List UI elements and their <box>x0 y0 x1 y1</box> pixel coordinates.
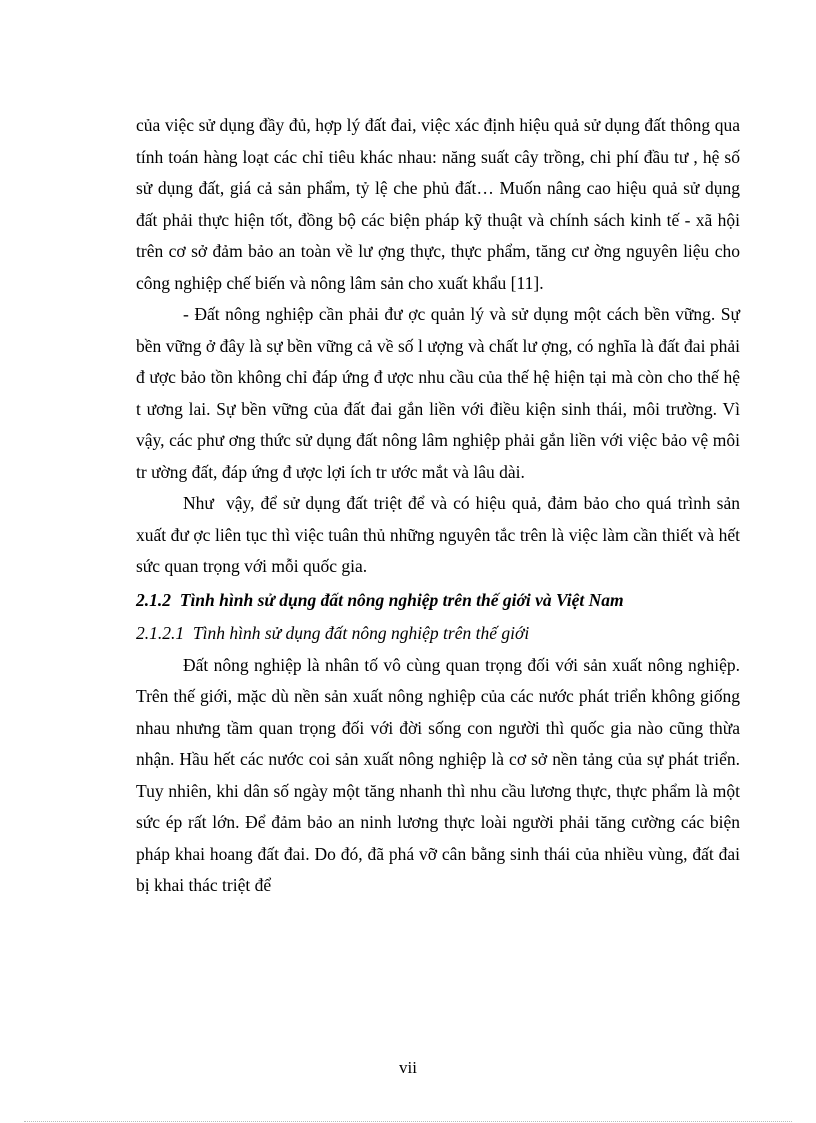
document-body <box>136 110 745 902</box>
page-bottom-divider <box>24 1121 792 1122</box>
page-number: vii <box>399 1058 417 1077</box>
paragraph-world-agriculture: Đất nông nghiệp là nhân tố vô cùng quan trọng đối với sản xuất nông nghiệp. Trên thế giới, mặc dù nền sản xuất nông nghiệp của các nước phát triển không giống nhau nhưng tầm quan trọng đối với đời sống con người thì quốc gia nào cũng thừa nhận. Hầu hết các nước coi sản xuất nông nghiệp là cơ sở nền tảng của sự phát triển. Tuy nhiên, khi dân số ngày một tăng nhanh thì nhu cầu lương thực, thực phẩm là một sức ép rất lớn. Để đảm bảo an ninh lương thực loài người phải tăng cường các biện pháp khai hoang đất đai. Do đó, đã phá vỡ cân bằng sinh thái của nhiều vùng, đất đai bị khai thác triệt để <box>136 654 745 895</box>
section-heading-2-1-2-1: 2.1.2.1 Tình hình sử dụng đất nông nghiệp trên thế giới <box>136 623 530 643</box>
paragraph-sustainability: - Đất nông nghiệp cần phải đư ợc quản lý và sử dụng một cách bền vững. Sự bền vững ở đây là sự bền vững cả về số l ượng và chất lư ợng, có nghĩa là đất đai phải đ ược bảo tồn không chỉ đáp ứng đ ược nhu cầu của thế hệ hiện tại mà còn cho thế hệ t ương lai. Sự bền vững của đất đai gắn liền với điều kiện sinh thái, môi trường. Vì vậy, các phư ơng thức sử dụng đất nông lâm nghiệp phải gắn liền với việc bảo vệ môi tr ường đất, đáp ứng đ ược lợi ích tr ước mắt và lâu dài. <box>136 304 745 482</box>
paragraph-continued: của việc sử dụng đầy đủ, hợp lý đất đai, việc xác định hiệu quả sử dụng đất thông qua tính toán hàng loạt các chỉ tiêu khác nhau: năng suất cây trồng, chi phí đầu tư , hệ số sử dụng đất, giá cả sản phẩm, tỷ lệ che phủ đất… Muốn nâng cao hiệu quả sử dụng đất phải thực hiện tốt, đồng bộ các biện pháp kỹ thuật và chính sách kinh tế - xã hội trên cơ sở đảm bảo an toàn về lư ợng thực, thực phẩm, tăng cư ờng nguyên liệu cho công nghiệp chế biến và nông lâm sản cho xuất khẩu [11]. <box>136 115 745 293</box>
paragraph-conclusion: Như vậy, để sử dụng đất triệt để và có hiệu quả, đảm bảo cho quá trình sản xuất đư ợc liên tục thì việc tuân thủ những nguyên tắc trên là việc làm cần thiết và hết sức quan trọng với mỗi quốc gia. <box>136 493 745 576</box>
section-heading-2-1-2: 2.1.2 Tình hình sử dụng đất nông nghiệp trên thế giới và Việt Nam <box>136 589 624 610</box>
